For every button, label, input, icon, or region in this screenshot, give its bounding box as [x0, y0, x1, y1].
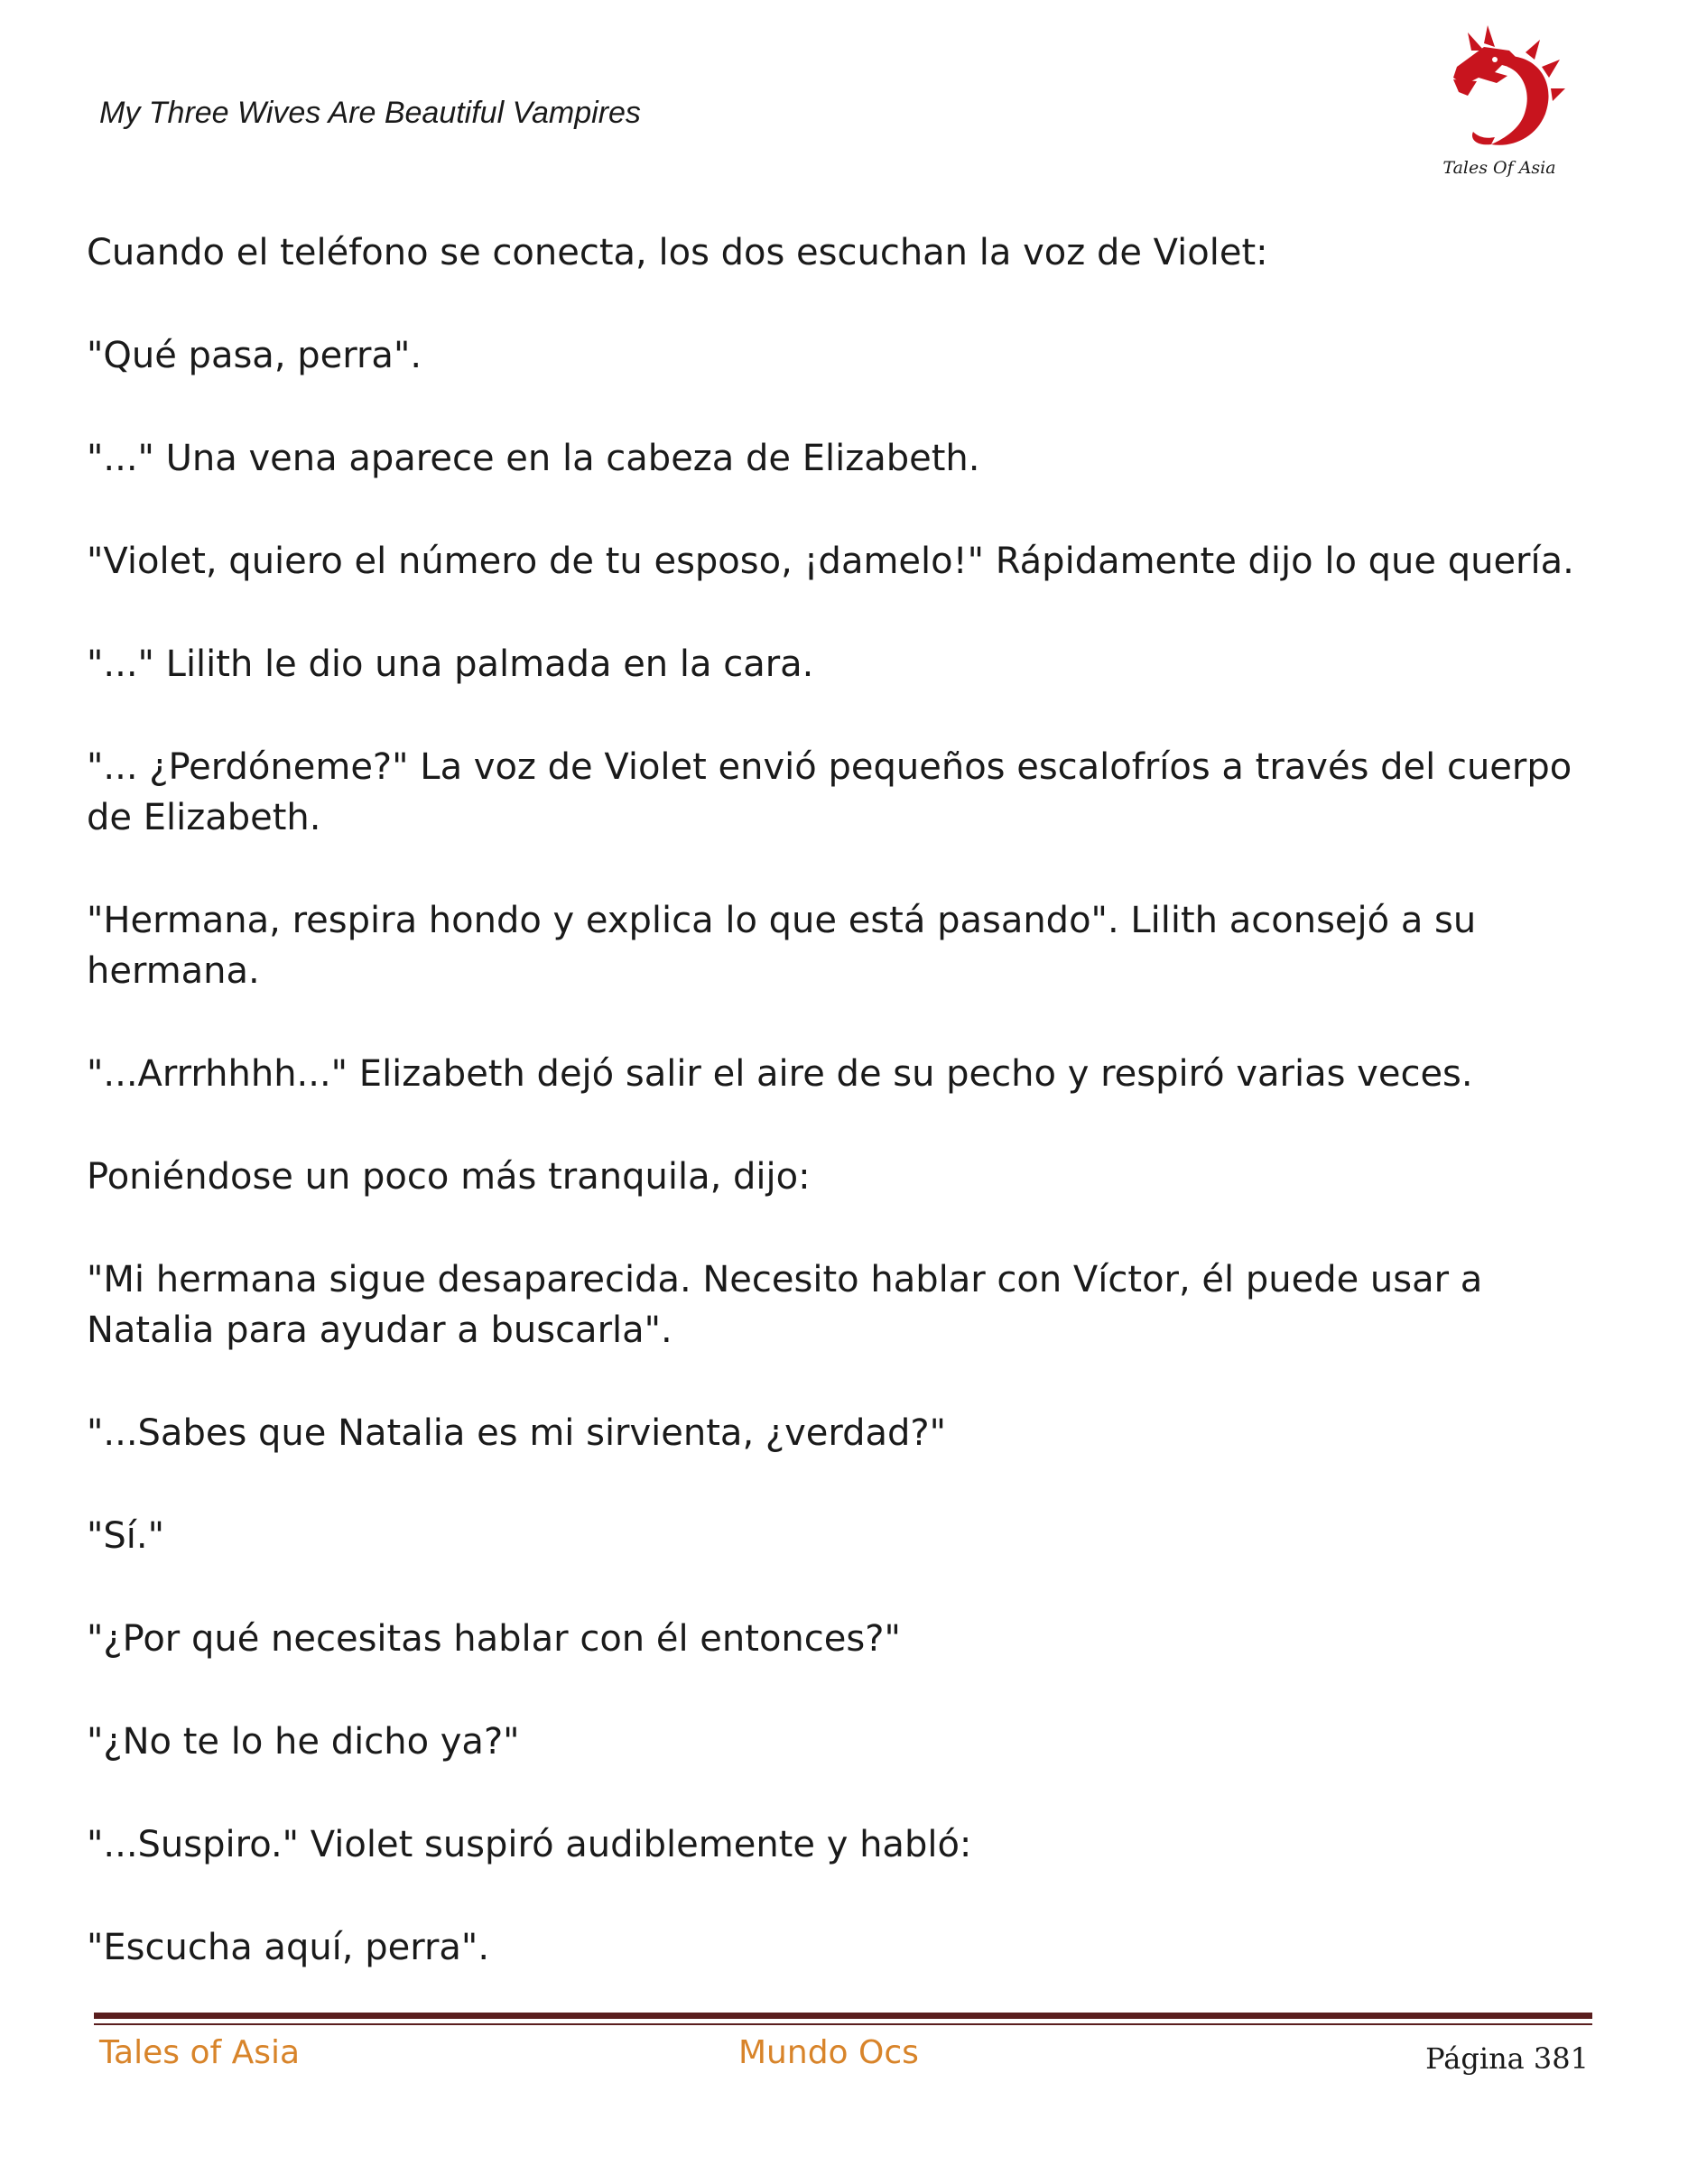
paragraph: "Escucha aquí, perra". [87, 1927, 490, 1968]
footer-divider [94, 2013, 1592, 2019]
paragraph: "..." Lilith le dio una palmada en la cara. [87, 643, 814, 685]
paragraph: "¿No te lo he dicho ya?" [87, 1721, 520, 1763]
footer-section: Mundo Ocs [738, 2034, 919, 2071]
paragraph: "Sí." [87, 1515, 165, 1557]
paragraph: "Hermana, respira hondo y explica lo que está pasando". Lilith aconsejó a su hermana. [87, 900, 1477, 992]
paragraph: "... ¿Perdóneme?" La voz de Violet envió pequeños escalofríos a través del cuerpo de Elizabeth. [87, 746, 1572, 838]
footer-publisher: Tales of Asia [99, 2034, 301, 2071]
document-header-title: My Three Wives Are Beautiful Vampires [99, 96, 641, 130]
paragraph: "Violet, quiero el número de tu esposo, ¡damelo!" Rápidamente dijo lo que quería. [87, 541, 1574, 582]
document-body [87, 227, 1621, 2002]
paragraph: "...Sabes que Natalia es mi sirvienta, ¿verdad?" [87, 1412, 947, 1454]
paragraph: "¿Por qué necesitas hablar con él entonces?" [87, 1618, 901, 1660]
paragraph: "...Suspiro." Violet suspiró audiblemente y habló: [87, 1824, 972, 1865]
paragraph: Cuando el teléfono se conecta, los dos escuchan la voz de Violet: [87, 232, 1268, 273]
page-number: Página 381 [1425, 2041, 1589, 2076]
footer-divider-thin [94, 2023, 1592, 2025]
paragraph: "Mi hermana sigue desaparecida. Necesito hablar con Víctor, él puede usar a Natalia para ayudar a buscarla". [87, 1259, 1483, 1351]
paragraph: Poniéndose un poco más tranquila, dijo: [87, 1156, 811, 1198]
paragraph: "Qué pasa, perra". [87, 335, 422, 376]
logo-text: Tales Of Asia [1442, 158, 1556, 178]
paragraph: "...Arrrhhhh..." Elizabeth dejó salir el aire de su pecho y respiró varias veces. [87, 1053, 1473, 1095]
paragraph: "..." Una vena aparece en la cabeza de Elizabeth. [87, 438, 980, 479]
red-dragon-icon [1432, 20, 1567, 182]
